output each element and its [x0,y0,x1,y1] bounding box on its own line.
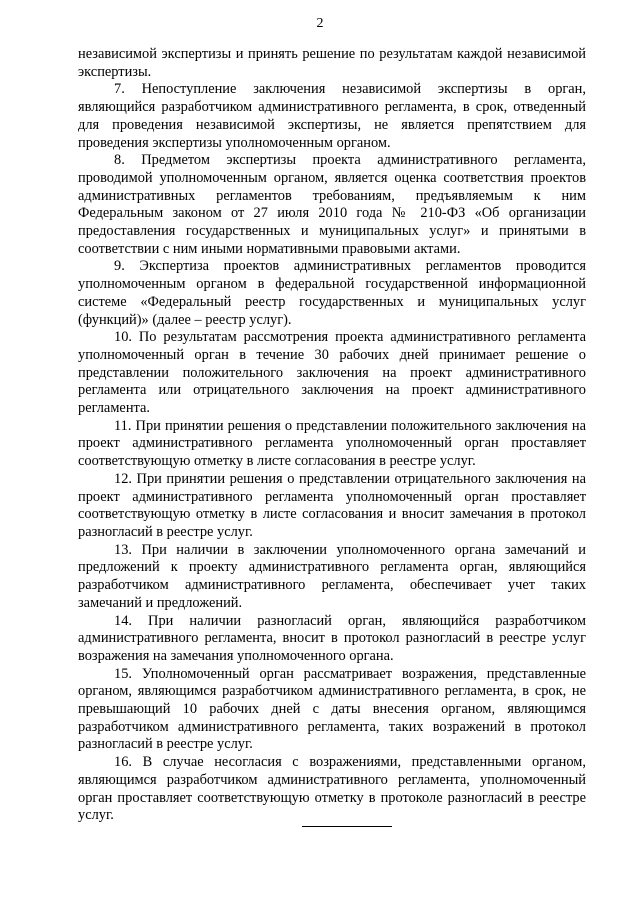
paragraph-9: 9. Экспертиза проектов административных регламентов проводится уполномоченным органом в федеральной государственной информационной системе «Федеральный реестр государственных и муниципальных услуг (функций)» (далее – реестр услуг). [78,258,586,328]
page-number: 2 [316,16,324,31]
paragraph-12: 12. При принятии решения о представлении отрицательного заключения на проект административного регламента уполномоченный орган проставляет соответствующую отметку в листе согласования и вносит замечания в протокол разногласий в реестре услуг. [78,470,586,540]
paragraph-continuation: независимой экспертизы и принять решение по результатам каждой независимой экспертизы. [78,46,586,80]
paragraph-14: 14. При наличии разногласий орган, являющийся разработчиком административного регламента, вносит в протокол разногласий в реестре услуг возражения на замечания уполномоченного органа. [78,612,586,664]
paragraph-10: 10. По результатам рассмотрения проекта административного регламента уполномоченный орган в течение 30 рабочих дней принимает решение о представлении положительного заключения на проект административного регламента или отрицательного заключения на проект административного регламента. [78,329,586,417]
paragraph-16: 16. В случае несогласия с возражениями, представленными органом, являющимся разработчиком административного регламента, уполномоченный орган проставляет соответствующую отметку в протоколе разногласий в реестре услуг. [78,754,586,824]
paragraph-15: 15. Уполномоченный орган рассматривает возражения, представленные органом, являющимся разработчиком административного регламента, в срок, не превышающий 10 рабочих дней с даты внесения органом, являющимся разработчиком административного регламента, таких возражений в протокол разногласий в реестре услуг. [78,665,586,753]
paragraph-7: 7. Непоступление заключения независимой экспертизы в орган, являющийся разработчиком административного регламента, в срок, отведенный для проведения независимой экспертизы, не является препятствием для проведения экспертизы уполномоченным органом. [78,81,586,151]
end-of-text-rule [302,826,392,827]
paragraph-13: 13. При наличии в заключении уполномоченного органа замечаний и предложений к проекту административного регламента орган, являющийся разработчиком административного регламента, обеспечивает учет таких замечаний и предложений. [78,541,586,611]
paragraph-8: 8. Предметом экспертизы проекта административного регламента, проводимой уполномоченным органом, является оценка соответствия проектов административных регламентов требованиям, предъявляемым к ним Федеральным законом от 27 июля 2010 года № 210-ФЗ «Об организации предоставления государственных и муниципальных услуг» и принятыми в соответствии с ним иными нормативными правовыми актами. [78,152,586,257]
paragraph-11: 11. При принятии решения о представлении положительного заключения на проект административного регламента уполномоченный орган проставляет соответствующую отметку в листе согласования в реестре услуг. [78,417,586,470]
document-body [78,46,586,825]
